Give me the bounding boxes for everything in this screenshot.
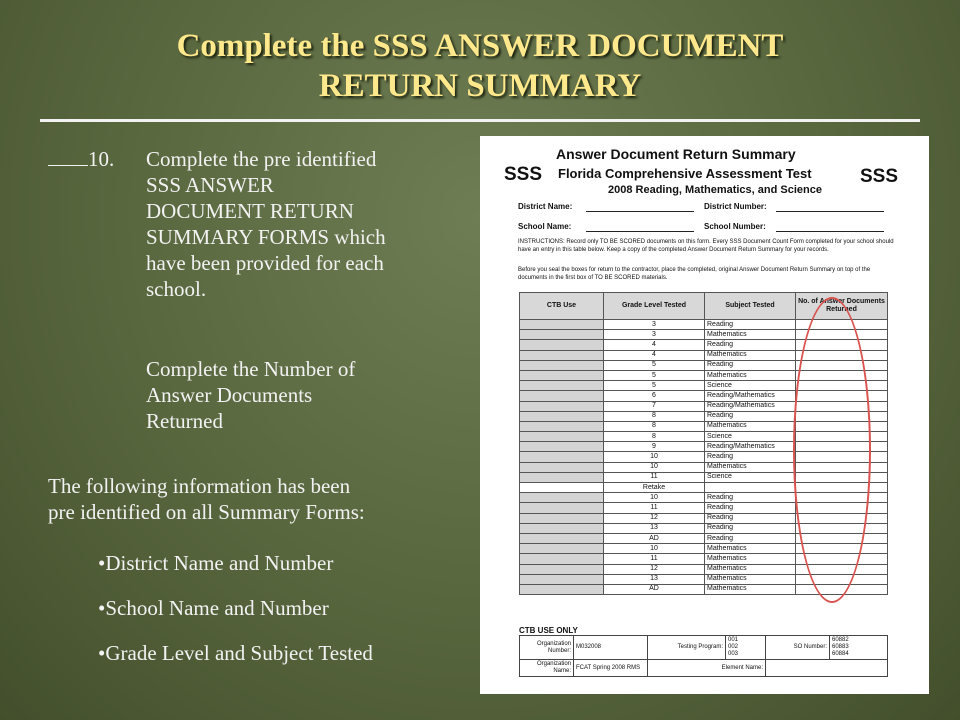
step-number: 10. [88,147,115,171]
so-numbers [830,636,888,660]
table-header: Grade Level Tested [604,293,705,320]
testing-program-codes [726,636,766,660]
info-line: pre identified on all Summary Forms: [48,500,365,524]
subject-cell: Mathematics [705,584,796,594]
grade-cell: AD [604,533,705,543]
testing-program-label: Testing Program: [648,636,726,660]
ctb-use-cell [520,442,604,452]
grade-cell: 5 [604,381,705,391]
ctb-use-cell [520,533,604,543]
so-number: 60882 [832,637,849,643]
ctb-use-cell [520,503,604,513]
ctb-use-cell [520,401,604,411]
ctb-use-cell [520,432,604,442]
grade-cell: 13 [604,523,705,533]
sss-logo-left: SSS [504,164,543,185]
element-name-label: Element Name: [648,660,766,677]
ctb-use-cell [520,330,604,340]
bullet-school: •School Name and Number [98,596,329,620]
step-text-line: SUMMARY FORMS which [146,225,386,249]
ctb-use-cell [520,544,604,554]
form-subtitle-2: 2008 Reading, Mathematics, and Science [608,184,822,196]
grade-cell: 11 [604,503,705,513]
step-text-line: have been provided for each [146,251,384,275]
ctb-use-cell [520,350,604,360]
ctb-use-cell [520,320,604,330]
subject-cell: Mathematics [705,350,796,360]
subject-cell: Mathematics [705,554,796,564]
slide-title-line-1: Complete the SSS ANSWER DOCUMENT [176,28,784,64]
grade-cell: 7 [604,401,705,411]
grade-cell: 8 [604,411,705,421]
ctb-use-cell [520,574,604,584]
subject-cell: Science [705,472,796,482]
ctb-use-cell [520,513,604,523]
slide-title-line-2: RETURN SUMMARY [318,68,642,104]
ctb-use-cell [520,381,604,391]
org-number: M032008 [574,636,648,660]
grade-cell: 8 [604,421,705,431]
ctb-row [520,660,888,677]
ctb-use-cell [520,391,604,401]
school-name-line [586,231,694,232]
highlight-oval [793,297,871,603]
ctb-use-table [519,635,888,677]
step-subtext-line: Returned [146,409,223,433]
grade-cell: 10 [604,493,705,503]
grade-cell: 11 [604,472,705,482]
form-title: Answer Document Return Summary [556,146,796,162]
grade-cell: Retake [604,483,705,493]
so-number: 60883 [832,644,849,650]
info-line: The following information has been [48,474,351,498]
subject-cell: Science [705,381,796,391]
step-number-line [48,146,114,172]
title-divider [40,119,920,122]
ctb-use-cell [520,462,604,472]
checkbox-blank [48,148,88,166]
subject-cell: Reading [705,523,796,533]
sss-logo-right: SSS [860,166,899,187]
table-header: No. of Answer Documents Returned [796,293,888,320]
ctb-use-cell [520,452,604,462]
ctb-use-cell [520,584,604,594]
form-instructions: INSTRUCTIONS: Record only TO BE SCORED documents on this form. Every SSS Document Count Form completed for your school should have an entry in this table below. Keep a copy of the completed Answer Document Return Summary for your records. [518,239,894,253]
grade-cell: 8 [604,432,705,442]
bullet-district: •District Name and Number [98,551,334,575]
subject-cell: Reading/Mathematics [705,401,796,411]
subject-cell: Reading [705,493,796,503]
grade-cell: 5 [604,360,705,370]
ctb-use-cell [520,360,604,370]
org-name: FCAT Spring 2008 RMS [574,660,648,677]
subject-cell: Reading/Mathematics [705,442,796,452]
district-name-line [586,211,694,212]
info-text [48,473,468,525]
subject-cell: Science [705,432,796,442]
testing-program-code: 002 [728,644,739,650]
table-header: CTB Use [520,293,604,320]
grade-cell: 12 [604,513,705,523]
step-subtext-line: Answer Documents [146,383,313,407]
grade-cell: AD [604,584,705,594]
subject-cell: Reading [705,513,796,523]
grade-cell: 3 [604,330,705,340]
grade-cell: 12 [604,564,705,574]
so-number-label: SO Number: [766,636,830,660]
ctb-use-cell [520,483,604,493]
subject-cell: Mathematics [705,462,796,472]
school-number-line [776,231,884,232]
grade-cell: 4 [604,350,705,360]
district-number-line [776,211,884,212]
form-subtitle: Florida Comprehensive Assessment Test [558,166,812,181]
subject-cell: Reading [705,360,796,370]
step-text-line: Complete the pre identified [146,147,377,171]
element-name-value [766,660,888,677]
ctb-use-cell [520,411,604,421]
subject-cell: Reading [705,320,796,330]
ctb-use-cell [520,493,604,503]
grade-cell: 10 [604,462,705,472]
grade-cell: 6 [604,391,705,401]
org-name-label: Organization Name: [520,660,574,677]
grade-cell: 13 [604,574,705,584]
subject-cell: Mathematics [705,421,796,431]
ctb-use-cell [520,564,604,574]
grade-cell: 9 [604,442,705,452]
org-number-label: Organization Number: [520,636,574,660]
subject-cell: Mathematics [705,544,796,554]
subject-cell: Mathematics [705,564,796,574]
subject-cell: Reading [705,533,796,543]
ctb-use-cell [520,523,604,533]
grade-cell: 3 [604,320,705,330]
grade-cell: 10 [604,452,705,462]
step-text-line: DOCUMENT RETURN [146,199,354,223]
step-subtext [146,356,466,434]
step-text-line: school. [146,277,207,301]
subject-cell: Reading [705,411,796,421]
school-name-label: School Name: [518,222,572,231]
subject-cell [705,483,796,493]
grade-cell: 11 [604,554,705,564]
district-number-label: District Number: [704,202,767,211]
step-text-line: SSS ANSWER [146,173,274,197]
step-text [146,146,466,302]
school-number-label: School Number: [704,222,766,231]
subject-cell: Mathematics [705,574,796,584]
ctb-row [520,636,888,660]
ctb-use-cell [520,472,604,482]
grade-cell: 10 [604,544,705,554]
subject-cell: Mathematics [705,370,796,380]
form-instructions-2: Before you seal the boxes for return to the contractor, place the completed, original Answer Document Return Summary on top of the documents in the first box of TO BE SCORED materials. [518,267,871,281]
subject-cell: Mathematics [705,330,796,340]
subject-cell: Reading/Mathematics [705,391,796,401]
ctb-use-cell [520,554,604,564]
grade-cell: 4 [604,340,705,350]
bullet-grade: •Grade Level and Subject Tested [98,641,373,665]
step-subtext-line: Complete the Number of [146,357,356,381]
testing-program-code: 003 [728,651,739,657]
grade-cell: 5 [604,370,705,380]
ctb-use-cell [520,421,604,431]
subject-cell: Reading [705,503,796,513]
slide-title [0,26,960,106]
testing-program-code: 001 [728,637,739,643]
ctb-use-cell [520,340,604,350]
district-name-label: District Name: [518,202,573,211]
subject-cell: Reading [705,340,796,350]
ctb-use-only-label: CTB USE ONLY [519,626,578,635]
so-number: 60884 [832,651,849,657]
subject-cell: Reading [705,452,796,462]
table-header: Subject Tested [705,293,796,320]
ctb-use-cell [520,370,604,380]
